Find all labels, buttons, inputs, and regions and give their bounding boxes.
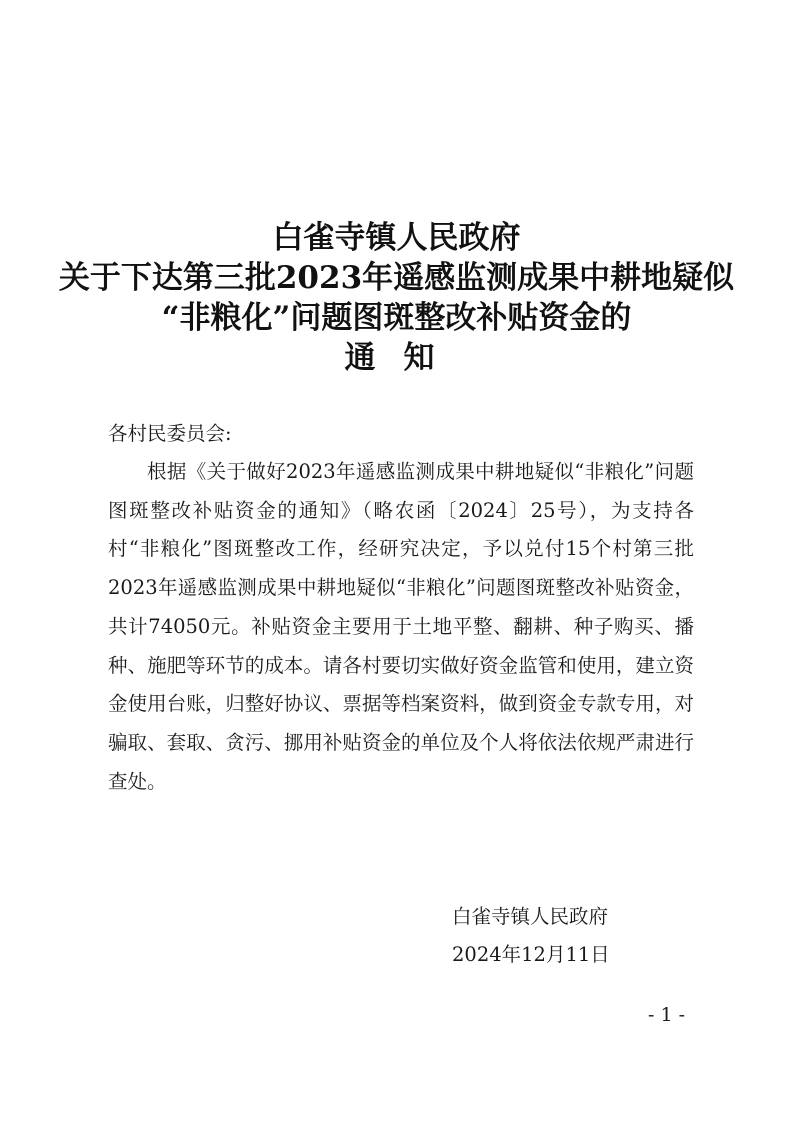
signature-issuer: 白雀寺镇人民政府 [452,905,609,928]
title-line-subject-continued: “非粮化”问题图斑整改补贴资金的 [161,300,632,336]
signature-block [452,898,610,974]
body-paragraph: 根据《关于做好2023年遥感监测成果中耕地疑似“非粮化”问题图斑整改补贴资金的通知》（略农函〔2024〕25号），为支持各村“非粮化”图斑整改工作，经研究决定，予以兑付15个村第三批2023年遥感监测成果中耕地疑似“非粮化”问题图斑整改补贴资金，共计74050元。补贴资金主要用于土地平整、翻耕、种子购买、播种、施肥等环节的成本。请各村要切实做好资金监管和使用，建立资金使用台账，归整好协议、票据等档案资料，做到资金专款专用，对骗取、套取、贪污、挪用补贴资金的单位及个人将依法依规严肃进行查处。 [108,460,694,793]
page-number: - 1 - [648,1004,686,1026]
signature-date: 2024年12月11日 [452,943,610,966]
document-title [0,218,793,378]
title-line-subject: 关于下达第三批2023年遥感监测成果中耕地疑似 [58,260,735,296]
title-line-notice: 通知 [344,340,463,376]
title-line-issuer: 白雀寺镇人民政府 [272,220,521,256]
salutation: 各村民委员会: [108,422,232,445]
